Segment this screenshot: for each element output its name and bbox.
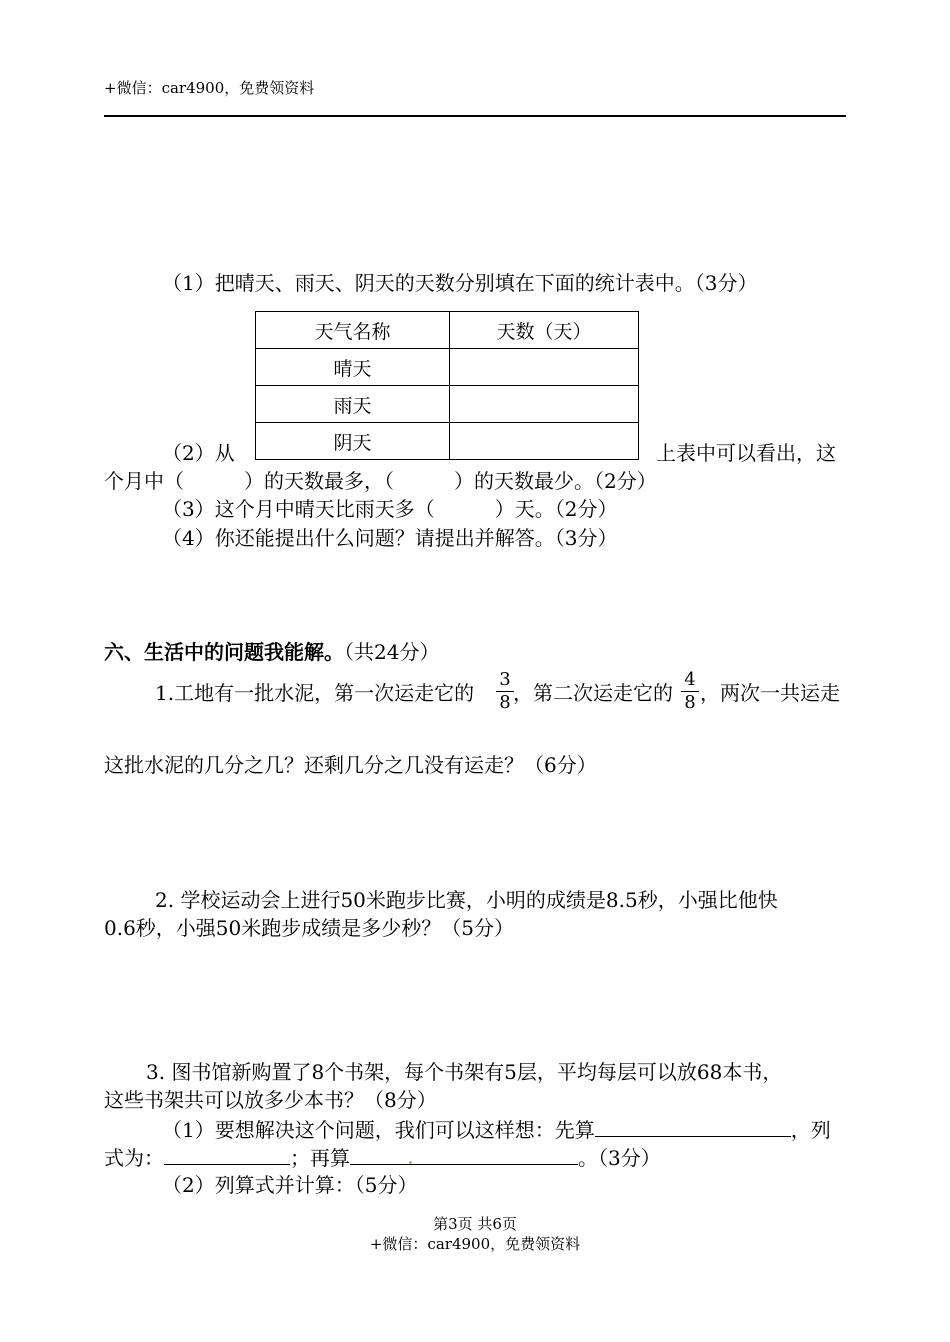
q3-sub1-text-d: ；再算 (290, 1146, 350, 1170)
weather-stat-table (255, 311, 639, 460)
q5-part2-right: 上表中可以看出，这 (656, 441, 836, 465)
q3-sub1-line1 (162, 1116, 831, 1142)
q5-part2-line2: 个月中（ ）的天数最多，（ ）的天数最少。（2分） (104, 469, 657, 493)
q1-line2: 这批水泥的几分之几？还剩几分之几没有运走？（6分） (104, 753, 597, 777)
q3-sub1-text-b: ，列 (790, 1118, 831, 1142)
q5-part3: （3）这个月中晴天比雨天多（ ）天。（2分） (162, 497, 618, 521)
table-row (256, 349, 639, 386)
table-header-weather: 天气名称 (256, 312, 450, 349)
q5-part1: （1）把晴天、雨天、阴天的天数分别填在下面的统计表中。（3分） (162, 271, 758, 295)
q2-line1: 2. 学校运动会上进行50米跑步比赛，小明的成绩是8.5秒，小强比他快 (155, 888, 778, 912)
table-cell-weather: 阴天 (256, 423, 450, 460)
q3-sub1-text-c: 式为： (104, 1146, 164, 1170)
fraction-denominator: 8 (499, 692, 511, 713)
answer-blank-formula[interactable] (164, 1144, 290, 1165)
q1-text-a: 1.工地有一批水泥，第一次运走它的 (155, 681, 475, 705)
fraction-denominator: 8 (684, 692, 696, 713)
fraction-4-8 (681, 670, 699, 713)
section6-score: （共24分） (344, 640, 440, 664)
section6-title: 六、生活中的问题我能解。 (104, 640, 344, 664)
table-header-days: 天数（天） (450, 312, 639, 349)
table-cell-weather: 晴天 (256, 349, 450, 386)
q1-text-c: ，两次一共运走 (700, 681, 840, 705)
q5-part2-left: （2）从 (162, 441, 235, 465)
q3-sub2: （2）列算式并计算：（5分） (162, 1173, 418, 1197)
table-cell-days (450, 423, 639, 460)
q5-part4: （4）你还能提出什么问题？请提出并解答。（3分） (162, 526, 618, 550)
fraction-numerator: 3 (499, 669, 511, 690)
q3-line1: 3. 图书馆新购置了8个书架，每个书架有5层，平均每层可以放68本书， (146, 1060, 783, 1084)
table-row (256, 386, 639, 423)
table-cell-days (450, 386, 639, 423)
q3-sub1-line2 (104, 1144, 661, 1170)
table-cell-days (450, 349, 639, 386)
footer-page-number: 第3页 共6页 (433, 1215, 517, 1233)
answer-blank-first[interactable] (595, 1116, 791, 1137)
table-cell-weather: 雨天 (256, 386, 450, 423)
section6-heading (104, 640, 439, 664)
table-row (256, 423, 639, 460)
answer-blank-second[interactable] (350, 1144, 578, 1165)
table-header-row (256, 312, 639, 349)
stray-dot (409, 1161, 412, 1164)
fraction-3-8 (496, 670, 514, 713)
q2-line2: 0.6秒，小强50米跑步成绩是多少秒？（5分） (104, 916, 514, 940)
fraction-numerator: 4 (684, 669, 696, 690)
header-watermark: +微信：car4900，免费领资料 (104, 79, 315, 97)
header-rule (104, 115, 846, 117)
q3-sub1-text-e: 。（3分） (578, 1146, 661, 1170)
footer-watermark: +微信：car4900，免费领资料 (369, 1235, 581, 1253)
q3-sub1-text-a: （1）要想解决这个问题，我们可以这样想：先算 (162, 1118, 595, 1142)
q3-line2: 这些书架共可以放多少本书？（8分） (104, 1088, 437, 1112)
q1-text-b: ，第二次运走它的 (513, 681, 673, 705)
